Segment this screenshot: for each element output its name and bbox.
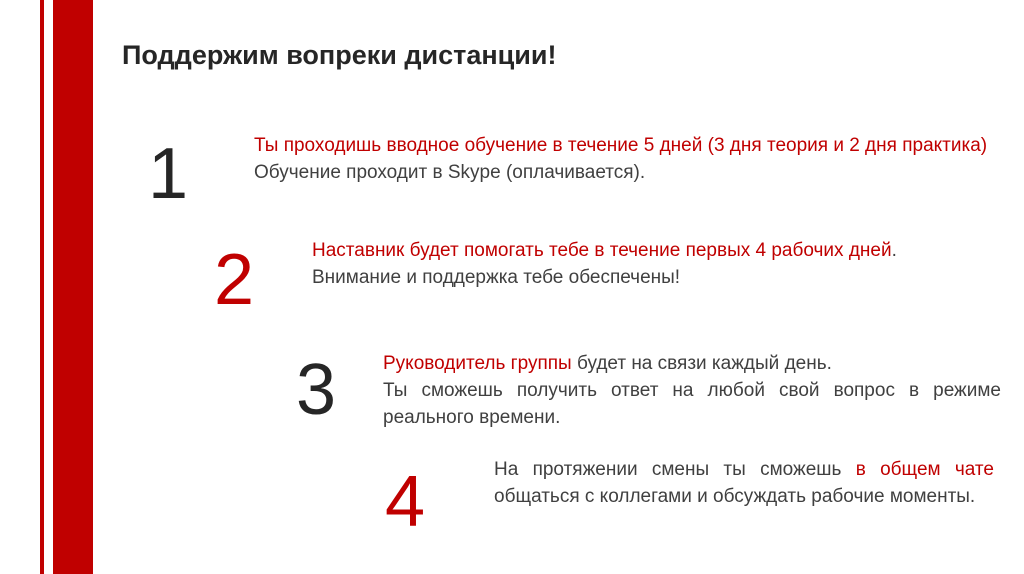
step-4-block [494, 456, 994, 510]
step-3-text: Ты сможешь получить ответ на любой свой вопрос в режиме реального времени. [383, 380, 1001, 428]
step-1-block [254, 132, 1003, 186]
step-2-highlight: Наставник будет помогать тебе в течение первых 4 рабочих дней [312, 240, 892, 261]
step-4-text-after: общаться с коллегами и обсуждать рабочие моменты. [494, 486, 976, 507]
slide-title: Поддержим вопреки дистанции! [122, 40, 557, 70]
step-2-block: Наставник будет помогать тебе в течение первых 4 рабочих дней. Внимание и поддержка тебе обеспечены! [312, 240, 897, 288]
step-1-text: Обучение проходит в Skype (оплачивается). [254, 162, 646, 183]
decorative-stripe-thin [40, 0, 44, 574]
step-4-text-before: На протяжении смены ты сможешь [494, 459, 856, 480]
step-3-highlight: Руководитель группы [383, 353, 572, 374]
step-3-block [383, 350, 1001, 431]
step-4-highlight: в общем чате [855, 459, 994, 480]
step-number-3: 3 [296, 350, 337, 430]
step-1-highlight: Ты проходишь вводное обучение в течение 5 дней (3 дня теория и 2 дня практика) [254, 135, 988, 156]
decorative-stripe-thick [53, 0, 93, 574]
step-2-text: Внимание и поддержка тебе обеспечены! [312, 267, 681, 288]
step-3-text-after: будет на связи каждый день. [571, 353, 832, 374]
step-number-2: 2 [214, 240, 255, 320]
step-number-4: 4 [385, 462, 426, 542]
step-number-1: 1 [148, 134, 189, 214]
